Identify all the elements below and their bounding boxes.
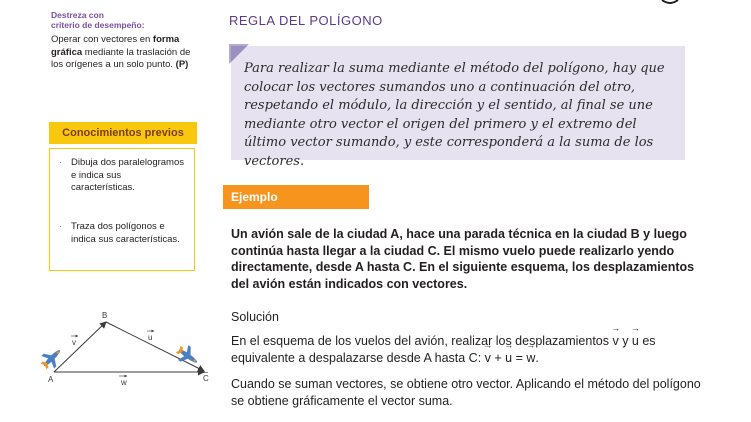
prior-knowledge-item-text: Traza dos polígonos e indica sus características. <box>71 221 180 245</box>
vector-polygon-diagram <box>38 308 218 390</box>
solution-label: Solución <box>231 310 279 324</box>
example-header <box>223 185 369 209</box>
prior-knowledge-header <box>49 122 197 144</box>
bullet-icon: · <box>59 157 63 168</box>
vector-u-label: u <box>148 333 153 342</box>
prior-knowledge-item-text: Dibuja dos paralelogramos e indica sus características. <box>71 157 185 193</box>
solution-paragraph-2: Cuando se suman vectores, se obtiene otro vector. Aplicando el método del polígono se obtiene gráficamente el vector suma. <box>231 377 701 408</box>
solution-p1-end: . <box>535 351 539 365</box>
vector-w-label: w <box>121 378 127 387</box>
vector-u-symbol: → u <box>505 350 512 367</box>
solution-paragraph-1 <box>231 333 706 367</box>
section-title: REGLA DEL POLÍGONO <box>229 13 383 28</box>
vector-w-symbol: → w <box>526 350 535 367</box>
prior-knowledge-title: Conocimientos previos <box>62 127 184 139</box>
equals-sign: = <box>512 351 527 365</box>
point-a-label: A <box>48 375 54 384</box>
vector-v-symbol: → v <box>485 350 491 367</box>
solution-p1-text-y: y <box>618 334 632 348</box>
skill-text-before: Operar con vectores en <box>51 34 153 45</box>
skill-text-bold2: gráfica <box>51 46 83 58</box>
airplane-icon <box>173 342 202 370</box>
definition-text: Para realizar la suma mediante el método del polígono, hay que colocar los vectores sumandos uno a continuación del otro, respetando el módulo, la dirección y el sentido, al final se une mediante otro vector el origen del primero y el extremo del último vector sumando, y este corresponderá a la suma de los vectores. <box>244 61 665 169</box>
page-corner-mark <box>660 0 680 5</box>
skill-title-line1: Destreza con <box>51 10 104 20</box>
skill-text-bold1: forma <box>152 34 180 45</box>
skill-text-after: mediante la traslación de los orígenes a un solo punto. <box>51 46 191 70</box>
point-b-label: B <box>102 311 108 320</box>
prior-knowledge-item <box>59 157 187 195</box>
skill-criterion-title <box>51 10 201 30</box>
example-header-label: Ejemplo <box>231 190 278 204</box>
example-problem-text: Un avión sale de la ciudad A, hace una parada técnica en la ciudad B y luego continúa hasta llegar a la ciudad C. El mismo vuelo puede realizarlo yendo directamente, desde A hasta C. En el siguiente esquema, los desplazamientos del avión están indicados con vectores. <box>231 227 695 291</box>
solution-p1-text-b: es equivalente a despalazarse desde A hasta C: <box>231 334 656 365</box>
vector-u-symbol: → u <box>632 333 639 350</box>
prior-knowledge-box <box>49 148 195 271</box>
vector-v-symbol: → v <box>612 333 618 350</box>
point-c-label: C <box>203 374 209 383</box>
solution-p1-text-a: En el esquema de los vuelos del avión, realizar los desplazamientos <box>231 334 613 348</box>
vector-v <box>54 322 106 372</box>
airplane-icon <box>38 344 66 373</box>
skill-criterion-text <box>51 34 201 72</box>
skill-text-tag: (P) <box>175 59 189 70</box>
skill-title-line2: criterio de desempeño: <box>51 20 145 30</box>
plus-sign: + <box>490 351 506 365</box>
vector-v-label: v <box>72 338 76 347</box>
bullet-icon: · <box>59 221 63 232</box>
prior-knowledge-item <box>59 221 187 246</box>
